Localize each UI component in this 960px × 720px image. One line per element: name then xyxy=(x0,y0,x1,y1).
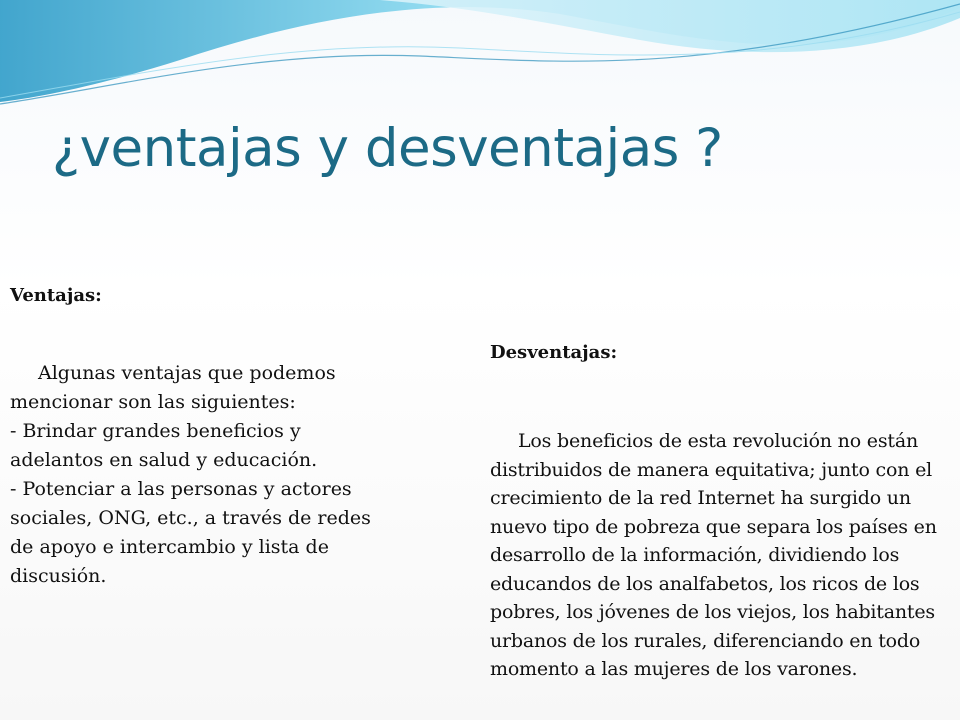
desventajas-column xyxy=(490,338,950,684)
slide-title: ¿ventajas y desventajas ? xyxy=(52,118,723,179)
header-wave-decoration xyxy=(0,0,960,120)
ventajas-intro: Algunas ventajas que podemos mencionar son las siguientes: xyxy=(10,362,336,413)
ventajas-column xyxy=(10,281,390,591)
ventajas-item: - Brindar grandes beneficios y adelantos en salud y educación. xyxy=(10,420,318,471)
desventajas-heading: Desventajas: xyxy=(490,342,618,363)
ventajas-item: - Potenciar a las personas y actores sociales, ONG, etc., a través de redes de apoyo e intercambio y lista de discusión. xyxy=(10,478,371,587)
ventajas-heading: Ventajas: xyxy=(10,285,102,306)
desventajas-body: Los beneficios de esta revolución no están distribuidos de manera equitativa; junto con el crecimiento de la red Internet ha surgido un nuevo tipo de pobreza que separa los países en desarrollo de la información, dividiendo los educandos de los analfabetos, los ricos de los pobres, los jóvenes de los viejos, los habitantes urbanos de los rurales, diferenciando en todo momento a las mujeres de los varones. xyxy=(490,430,937,680)
